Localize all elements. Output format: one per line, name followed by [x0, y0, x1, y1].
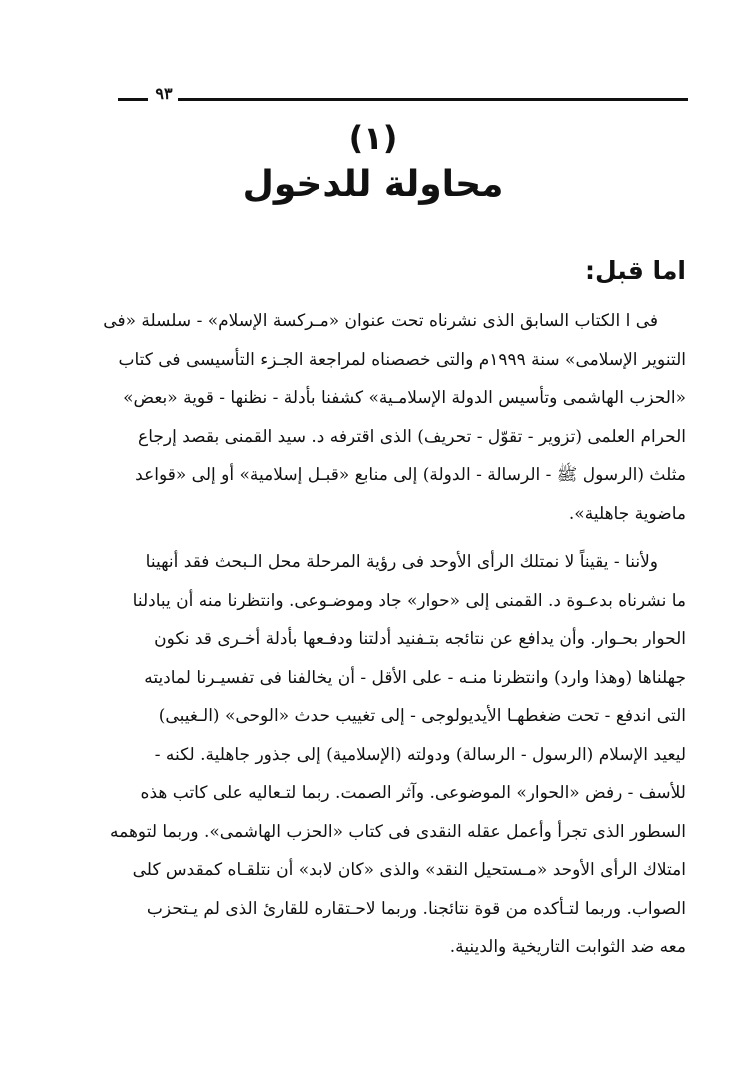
- page-number: ٩٣: [155, 84, 173, 103]
- paragraph-line: السطور الذى تجرأ وأعمل عقله النقدى فى كتاب «الحزب الهاشمى». وربما لتوهمه: [110, 821, 686, 842]
- paragraph-line: الحوار بحـوار. وأن يدافع عن نتائجه بتـفنيد أدلتنا ودفـعها بأدلة أخـرى قد نكون: [154, 629, 686, 649]
- paragraph-line: التى اندفع - تحت ضغطهـا الأيديولوجى - إلى تغييب حدث «الوحى» (الـغيبى): [158, 706, 686, 726]
- paragraph-line: الحرام العلمى (تزوير - تقوّل - تحريف) الذى اقترفه د. سيد القمنى بقصد إرجاع: [138, 426, 686, 447]
- paragraph-line: مثلث (الرسول ﷺ - الرسالة - الدولة) إلى منابع «قبـل إسلامية» أو إلى «قواعد: [135, 465, 686, 485]
- header-rule-left: [118, 98, 148, 101]
- chapter-title: محاولة للدخول: [242, 164, 504, 205]
- paragraph-line: «الحزب الهاشمى وتأسيس الدولة الإسلامـية» كشفنا بأدلة - نظنها - قوية «بعض»: [123, 388, 686, 408]
- paragraph-line: جهلناها (وهذا وارد) وانتظرنا منـه - على الأقل - أن يخالفنا فى تفسيـرنا لماديته: [144, 667, 686, 688]
- paragraph-line: معه ضد الثوابت التاريخية والدينية.: [449, 937, 686, 957]
- paragraph-line: الصواب. وربما لتـأكده من قوة نتائجنا. وربما لاحـتقاره للقارئ الذى لم يـتحزب: [146, 898, 686, 919]
- paragraph-line: للأسف - رفض «الحوار» الموضوعى. وآثر الصمت. ربما لتـعاليه على كاتب هذه: [140, 783, 686, 803]
- paragraph-line: فى ا الكتاب السابق الذى نشرناه تحت عنوان «مـركسة الإسلام» - سلسلة «فى: [103, 311, 658, 331]
- chapter-number: (١): [348, 119, 398, 157]
- header-rule-right: [178, 98, 688, 101]
- paragraph-2: [58, 543, 686, 967]
- paragraph-1: [58, 302, 686, 533]
- paragraph-line: ولأننا - يقيناً لا نمتلك الرأى الأوحد فى رؤية المرحلة محل الـبحث فقد أنهينا: [145, 552, 658, 572]
- paragraph-line: ليعيد الإسلام (الرسول - الرسالة) ودولته (الإسلامية) إلى جذور جاهلية. لكنه -: [154, 744, 686, 765]
- paragraph-line: ما نشرناه بدعـوة د. القمنى إلى «حوار» جاد وموضـوعى. وانتظرنا منه أن يبادلنا: [132, 590, 686, 611]
- paragraph-line: ماضوية جاهلية».: [568, 503, 686, 524]
- section-heading: اما قبل:: [584, 256, 686, 285]
- paragraph-line: التنوير الإسلامى» سنة ١٩٩٩م والتى خصصناه لمراجعة الجـزء التأسيسى فى كتاب: [118, 349, 686, 370]
- paragraph-line: امتلاك الرأى الأوحد «مـستحيل النقد» والذى «كان لابد» أن نتلقـاه كمقدس كلى: [132, 860, 686, 880]
